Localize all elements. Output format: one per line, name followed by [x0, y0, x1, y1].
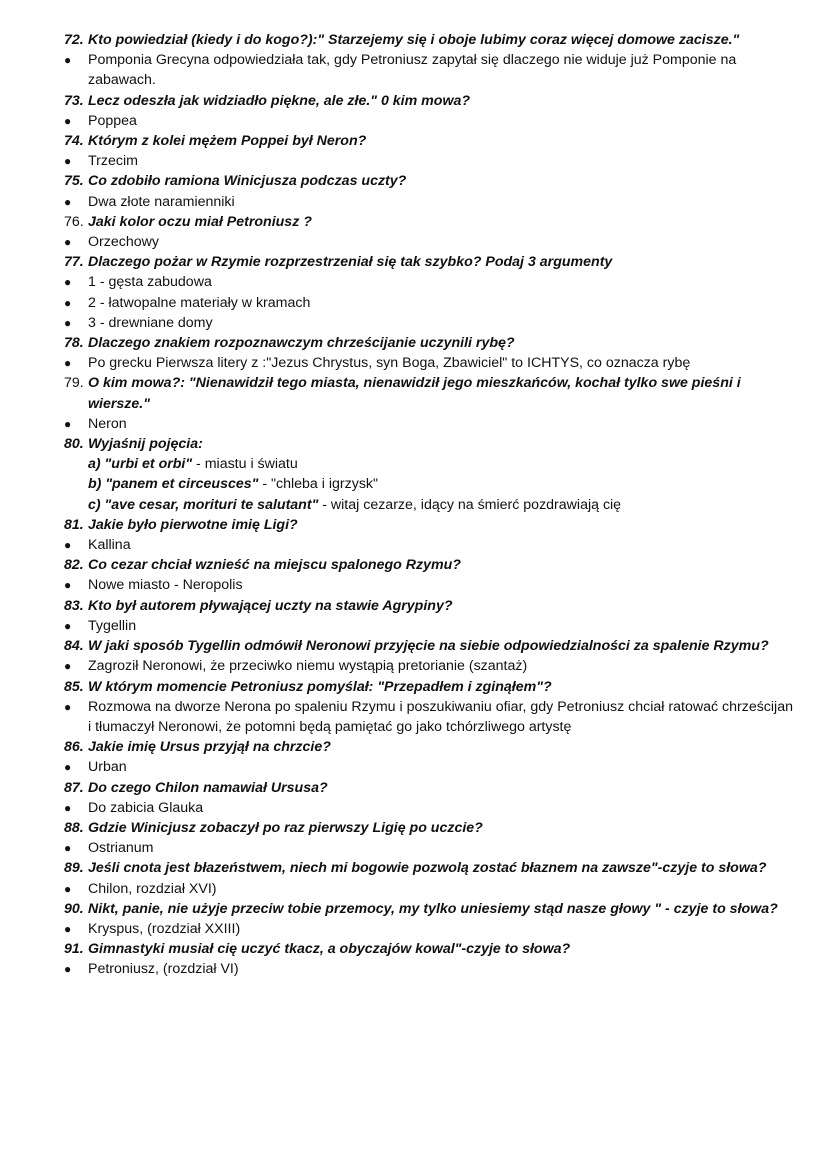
answer-item [64, 616, 794, 636]
question-84 [64, 636, 794, 656]
question-73 [64, 91, 794, 111]
question-number: 88. [64, 819, 84, 836]
question-text: Wyjaśnij pojęcia: [88, 436, 203, 453]
document-page [64, 30, 794, 980]
answer-text: Kryspus, (rozdział XXIII) [88, 920, 241, 937]
question-number: 79. [64, 375, 84, 392]
bullet-icon: ● [64, 194, 72, 209]
question-74 [64, 131, 794, 151]
question-number: 90. [64, 900, 84, 917]
answer-item [64, 575, 794, 595]
question-77 [64, 252, 794, 272]
bullet-icon: ● [64, 356, 72, 371]
answer-text: Petroniusz, (rozdział VI) [88, 961, 239, 978]
answer-item [64, 879, 794, 899]
bullet-icon: ● [64, 659, 72, 674]
bullet-icon: ● [64, 841, 72, 856]
answer-item [64, 192, 794, 212]
question-number: 89. [64, 860, 84, 877]
answer-text: Tygellin [88, 617, 137, 634]
bullet-icon: ● [64, 699, 72, 714]
question-text: Kto powiedział (kiedy i do kogo?):" Starzejemy się i oboje lubimy coraz więcej domowe zacisze." [88, 32, 740, 48]
bullet-icon: ● [64, 618, 72, 633]
answer-text: 2 - łatwopalne materiały w kramach [88, 294, 311, 311]
question-text: Jakie było pierwotne imię Ligi? [88, 516, 298, 533]
answer-text: 1 - gęsta zabudowa [88, 274, 212, 291]
answer-item [64, 272, 794, 292]
bullet-icon: ● [64, 881, 72, 896]
question-72 [64, 30, 794, 50]
question-number: 74. [64, 133, 84, 150]
question-number: 91. [64, 941, 84, 958]
definition-meaning: - witaj cezarze, idący na śmierć pozdrawiają cię [318, 496, 622, 513]
answer-item [64, 111, 794, 131]
bullet-icon: ● [64, 315, 72, 330]
question-90 [64, 899, 794, 919]
answer-item [64, 919, 794, 939]
answer-text: Do zabicia Glauka [88, 799, 204, 816]
question-text: Dlaczego pożar w Rzymie rozprzestrzeniał się tak szybko? Podaj 3 argumenty [88, 254, 613, 271]
question-text: Gdzie Winicjusz zobaczył po raz pierwszy Ligię po uczcie? [88, 819, 483, 836]
bullet-icon: ● [64, 962, 72, 977]
bullet-icon: ● [64, 154, 72, 169]
question-text: Co cezar chciał wznieść na miejscu spalonego Rzymu? [88, 557, 461, 574]
question-number: 72. [64, 32, 84, 48]
question-81 [64, 515, 794, 535]
question-78 [64, 333, 794, 353]
answer-item [64, 232, 794, 252]
question-75 [64, 171, 794, 191]
answer-text: Ostrianum [88, 840, 154, 857]
question-text: Do czego Chilon namawiał Ursusa? [88, 779, 328, 796]
question-number: 82. [64, 557, 84, 574]
definition-item [64, 454, 794, 474]
question-text: W jaki sposób Tygellin odmówił Neronowi przyjęcie na siebie odpowiedzialności za spalenie Rzymu? [88, 638, 769, 655]
definition-term: b) "panem et circeusces" [88, 476, 259, 493]
definition-term: a) "urbi et orbi" [88, 456, 193, 473]
question-number: 80. [64, 436, 84, 453]
question-text: Jakie imię Ursus przyjął na chrzcie? [88, 739, 331, 756]
definition-meaning: - "chleba i igrzysk" [258, 476, 379, 493]
question-86 [64, 737, 794, 757]
question-text: W którym momencie Petroniusz pomyślał: "Przepadłem i zginąłem"? [88, 678, 552, 695]
bullet-icon: ● [64, 538, 72, 553]
question-number: 78. [64, 335, 84, 352]
answer-text: Dwa złote naramienniki [88, 193, 235, 210]
question-number: 83. [64, 597, 84, 614]
answer-text: Trzecim [88, 153, 138, 170]
question-91 [64, 939, 794, 959]
answer-text: Kallina [88, 537, 131, 554]
definition-item [64, 495, 794, 515]
bullet-icon: ● [64, 235, 72, 250]
answer-item [64, 535, 794, 555]
definition-item [64, 474, 794, 494]
question-text: O kim mowa?: "Nienawidził tego miasta, nienawidził jego mieszkańców, kochał tylko swe pieśni i wiersze." [88, 375, 741, 412]
answer-item [64, 151, 794, 171]
answer-item [64, 50, 794, 90]
question-88 [64, 818, 794, 838]
question-number: 73. [64, 92, 84, 109]
answer-text: 3 - drewniane domy [88, 314, 213, 331]
question-text: Nikt, panie, nie użyje przeciw tobie przemocy, my tylko uniesiemy stąd nasze głowy " - czyje to słowa? [88, 900, 778, 917]
question-82 [64, 555, 794, 575]
question-80 [64, 434, 794, 454]
question-text: Co zdobiło ramiona Winicjusza podczas uczty? [88, 173, 407, 190]
question-number: 84. [64, 638, 84, 655]
question-number: 75. [64, 173, 84, 190]
question-83 [64, 596, 794, 616]
answer-item [64, 838, 794, 858]
answer-text: Chilon, rozdział XVI) [88, 880, 217, 897]
bullet-icon: ● [64, 295, 72, 310]
definition-meaning: - miastu i światu [192, 456, 298, 473]
answer-item [64, 293, 794, 313]
answer-item [64, 313, 794, 333]
question-number: 86. [64, 739, 84, 756]
definition-term: c) "ave cesar, morituri te salutant" [88, 496, 319, 513]
question-76 [64, 212, 794, 232]
question-number: 87. [64, 779, 84, 796]
question-text: Którym z kolei mężem Poppei był Neron? [88, 133, 367, 150]
question-text: Lecz odeszła jak widziadło piękne, ale złe." 0 kim mowa? [88, 92, 471, 109]
answer-text: Zagroził Neronowi, że przeciwko niemu wystąpią pretorianie (szantaż) [88, 658, 528, 675]
answer-item [64, 959, 794, 979]
bullet-icon: ● [64, 53, 72, 68]
answer-item [64, 798, 794, 818]
answer-text: Poppea [88, 112, 137, 129]
bullet-icon: ● [64, 800, 72, 815]
answer-text: Pomponia Grecyna odpowiedziała tak, gdy Petroniusz zapytał się dlaczego nie widuje już Pomponie na zabawach. [88, 52, 737, 89]
bullet-icon: ● [64, 275, 72, 290]
answer-item [64, 414, 794, 434]
answer-item [64, 697, 794, 737]
question-85 [64, 677, 794, 697]
bullet-icon: ● [64, 416, 72, 431]
answer-text: Rozmowa na dworze Nerona po spaleniu Rzymu i poszukiwaniu ofiar, gdy Petroniusz chciał ratować chrześcijan i tłumaczył Neronowi, że potomni będą pamiętać go jako tchórzliwego artystę [88, 698, 793, 735]
question-text: Jaki kolor oczu miał Petroniusz ? [88, 213, 312, 230]
question-number: 85. [64, 678, 84, 695]
answer-text: Urban [88, 759, 127, 776]
question-text: Jeśli cnota jest błazeństwem, niech mi bogowie pozwolą zostać błaznem na zawsze"-czyje to słowa? [88, 860, 767, 877]
question-text: Gimnastyki musiał cię uczyć tkacz, a obyczajów kowal"-czyje to słowa? [88, 941, 571, 958]
question-89 [64, 858, 794, 878]
answer-item [64, 353, 794, 373]
answer-text: Neron [88, 415, 127, 432]
bullet-icon: ● [64, 113, 72, 128]
answer-text: Orzechowy [88, 234, 159, 251]
question-87 [64, 778, 794, 798]
question-number: 77. [64, 254, 84, 271]
question-number: 81. [64, 516, 84, 533]
question-number: 76. [64, 213, 84, 230]
answer-text: Nowe miasto - Neropolis [88, 577, 243, 594]
answer-item [64, 656, 794, 676]
answer-text: Po grecku Pierwsza litery z :"Jezus Chrystus, syn Boga, Zbawiciel" to ICHTYS, co oznacza rybę [88, 355, 691, 372]
question-text: Kto był autorem pływającej uczty na stawie Agrypiny? [88, 597, 453, 614]
bullet-icon: ● [64, 921, 72, 936]
question-79 [64, 373, 794, 413]
bullet-icon: ● [64, 578, 72, 593]
question-text: Dlaczego znakiem rozpoznawczym chrześcijanie uczynili rybę? [88, 335, 515, 352]
answer-item [64, 757, 794, 777]
bullet-icon: ● [64, 760, 72, 775]
